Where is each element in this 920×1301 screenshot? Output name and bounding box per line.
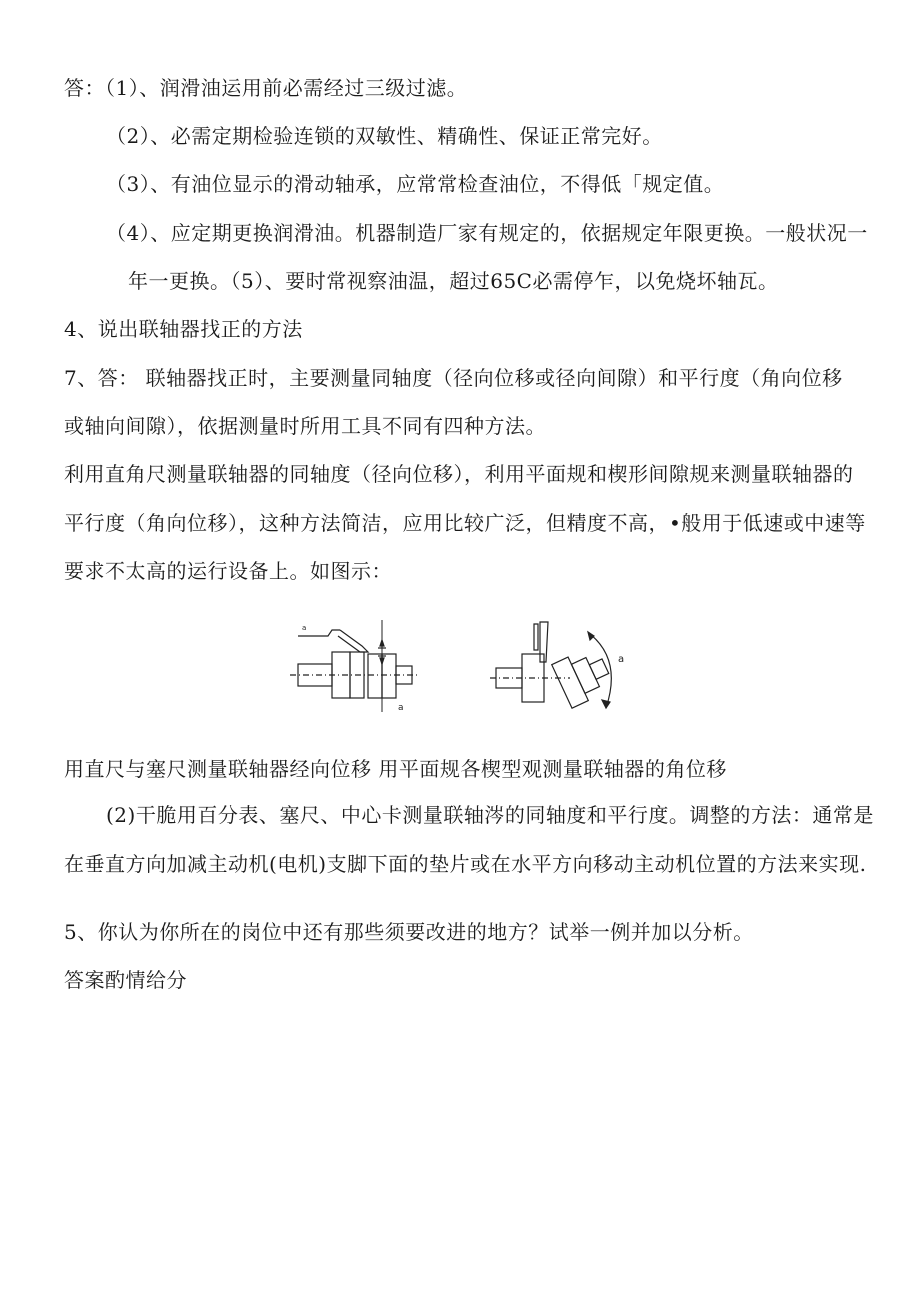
method-2-line-1: (2)干脆用百分表、塞尺、中心卡测量联轴涔的同轴度和平行度。调整的方法：通常是 — [106, 803, 874, 827]
answer-line-2: （2）、必需定期检验连锁的双敏性、精确性、保证正常完好。 — [106, 124, 663, 148]
answer-line-4: （4）、应定期更换润滑油。机器制造厂家有规定的，依据规定年限更换。一般状况一 — [106, 221, 868, 245]
coupling-angular-figure — [490, 612, 640, 724]
answer-line-5: 年一更换。（5）、要时常视察油温，超过65C必需停乍，以免烧坏轴瓦。 — [128, 269, 779, 293]
method-line-2: 平行度（角向位移），这种方法简洁，应用比较广泛，但精度不高，•般用于低速或中速等 — [64, 511, 866, 535]
coupling-radial-figure — [290, 612, 430, 724]
answer-line-1: 答：（1）、润滑油运用前必需经过三级过滤。 — [64, 76, 468, 100]
angular-offset-diagram — [490, 612, 640, 724]
right-fig-tag: a — [618, 654, 625, 665]
method-2-line-2: 在垂直方向加减主动机(电机)支脚下面的垫片或在水平方向移动主动机位置的方法来实现. — [64, 852, 867, 876]
answer-7-line-1: 7、答： 联轴器找正时，主要测量同轴度（径向位移或径向间隙）和平行度（角向位移 — [64, 366, 843, 390]
figure-captions: 用直尺与塞尺测量联轴器经向位移 用平面规各楔型观测量联轴器的角位移 — [64, 757, 727, 781]
left-fig-side-mark: a — [398, 703, 404, 713]
question-4-heading: 4、说出联轴器找正的方法 — [64, 317, 303, 341]
answer-5-text: 答案酌情给分 — [64, 968, 187, 992]
question-5-heading: 5、你认为你所在的岗位中还有那些须要改进的地方？试举一例并加以分析。 — [64, 920, 754, 944]
method-line-1: 利用直角尺测量联轴器的同轴度（径向位移），利用平面规和楔形间隙规来测量联轴器的 — [64, 462, 854, 486]
method-line-3: 要求不太高的运行设备上。如图示： — [64, 559, 392, 583]
radial-offset-diagram — [290, 612, 430, 724]
answer-7-line-2: 或轴向间隙），依据测量时所用工具不同有四种方法。 — [64, 414, 546, 438]
left-fig-tag: a — [302, 624, 307, 632]
answer-line-3: （3）、有油位显示的滑动轴承，应常常检查油位，不得低「规定值。 — [106, 172, 725, 196]
